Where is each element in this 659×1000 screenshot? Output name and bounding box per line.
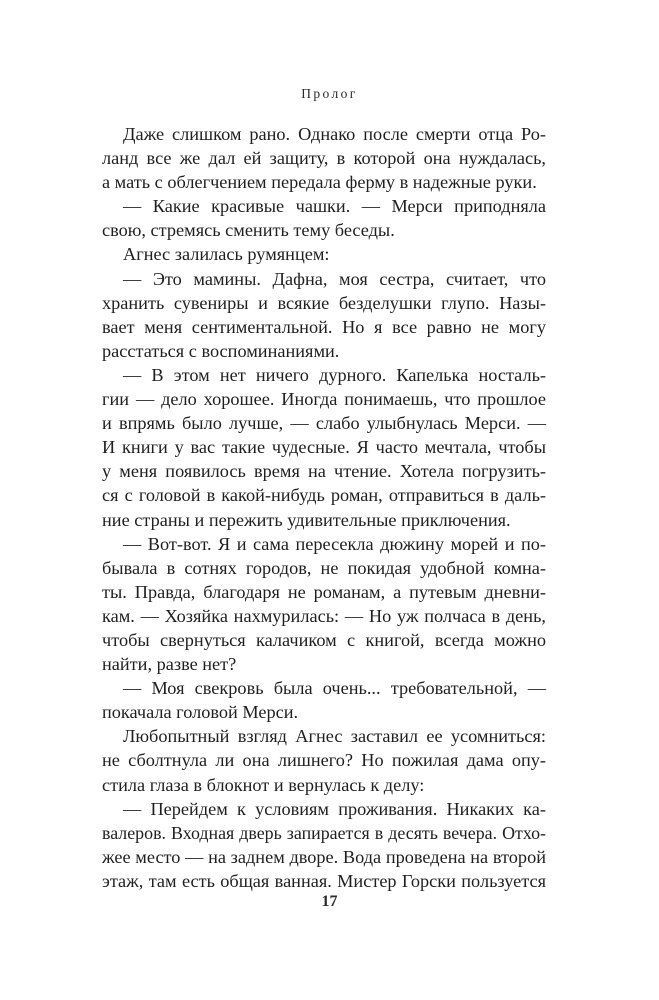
text-line: бывала в сотнях городов, не покидая удобной комна- bbox=[102, 557, 546, 578]
page-number: 17 bbox=[321, 893, 338, 910]
text-line: кам. — Хозяйка нахмурилась: — Но уж полчаса в день, bbox=[102, 605, 546, 626]
text-line: жее место — на заднем дворе. Вода проведена на второй bbox=[102, 846, 546, 867]
text-line: гии — дело хорошее. Иногда понимаешь, что прошлое bbox=[102, 389, 546, 410]
text-line: — Перейдем к условиям проживания. Никаких ка- bbox=[123, 798, 546, 819]
text-line: ланд все же дал ей защиту, в которой она нуждалась, bbox=[102, 148, 546, 169]
text-line: — Это мамины. Дафна, моя сестра, считает, что bbox=[123, 268, 546, 289]
body-text bbox=[102, 122, 546, 893]
running-head: Пролог bbox=[301, 86, 358, 101]
text-line: стила глаза в блокнот и вернулась к делу: bbox=[102, 774, 425, 795]
text-line: — Вот-вот. Я и сама пересекла дюжину морей и по- bbox=[123, 533, 546, 554]
text-line: и впрямь было лучше, — слабо улыбнулась Мерси. — bbox=[102, 413, 546, 434]
text-line: И книги у вас такие чудесные. Я часто мечтала, чтобы bbox=[102, 437, 546, 458]
text-line: чтобы свернуться калачиком с книгой, всегда можно bbox=[102, 629, 546, 650]
text-line: Даже слишком рано. Однако после смерти отца Ро- bbox=[123, 124, 546, 144]
text-line: вает меня сентиментальной. Но я все равно не могу bbox=[102, 316, 546, 337]
text-line: покачала головой Мерси. bbox=[102, 702, 299, 723]
text-line: валеров. Входная дверь запирается в десять вечера. Отхо- bbox=[102, 822, 546, 843]
text-line: хранить сувениры и всякие безделушки глупо. Назы- bbox=[102, 292, 546, 313]
text-line: — В этом нет ничего дурного. Капелька носталь- bbox=[123, 364, 546, 385]
text-line: — Моя свекровь была очень... требовательной, — bbox=[123, 678, 546, 699]
text-line: Любопытный взгляд Агнес заставил ее усомниться: bbox=[123, 726, 546, 747]
text-line: у меня появилось время на чтение. Хотела погрузить- bbox=[102, 461, 546, 482]
text-line: ты. Правда, благодаря не романам, а путевым дневни- bbox=[102, 581, 546, 602]
text-line: найти, разве нет? bbox=[102, 654, 237, 675]
text-line: расстаться с воспоминаниями. bbox=[102, 340, 340, 361]
text-line: не сболтнула ли она лишнего? Но пожилая дама опу- bbox=[102, 750, 546, 771]
text-line: Агнес залилась румянцем: bbox=[123, 244, 330, 265]
text-line: — Какие красивые чашки. — Мерси приподняла bbox=[123, 196, 546, 217]
text-line: свою, стремясь сменить тему беседы. bbox=[102, 220, 395, 241]
text-line: ся с головой в какой-нибудь роман, отправиться в даль- bbox=[102, 485, 546, 506]
text-line: ние страны и пережить удивительные приключения. bbox=[102, 509, 511, 530]
text-line: а мать с облегчением передала ферму в надежные руки. bbox=[102, 172, 537, 193]
text-line: этаж, там есть общая ванная. Мистер Горски пользуется bbox=[102, 870, 546, 891]
